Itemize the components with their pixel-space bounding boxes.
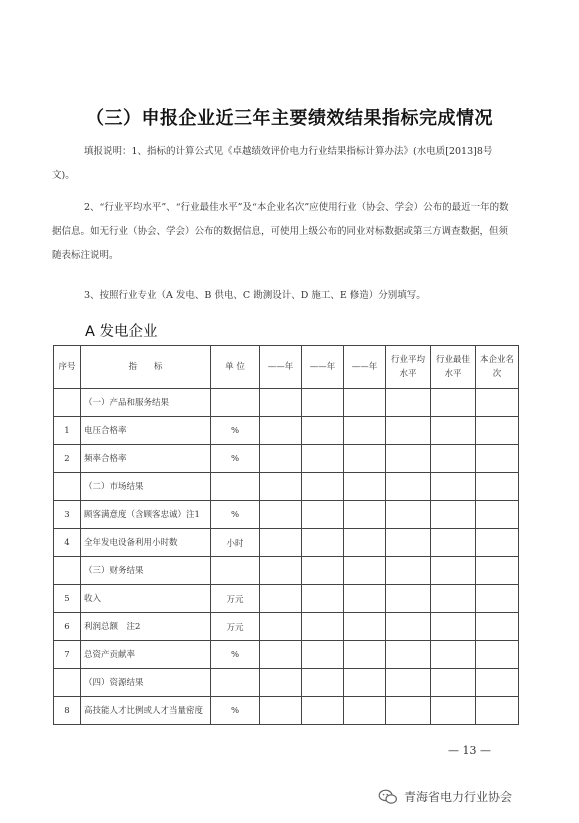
row-indicator: 电压合格率 — [81, 417, 211, 445]
row-unit — [211, 557, 260, 585]
cell-industry-best[interactable] — [431, 389, 476, 417]
table-row — [54, 585, 519, 613]
row-unit — [211, 473, 260, 501]
header-year-1: ——年 — [260, 346, 302, 389]
cell-year-3[interactable] — [344, 417, 386, 445]
section-heading: A 发电企业 — [85, 324, 158, 340]
table-row — [54, 473, 519, 501]
cell-industry-best[interactable] — [431, 669, 476, 697]
row-seq — [54, 473, 81, 501]
cell-company-rank[interactable] — [476, 445, 519, 473]
cell-year-1[interactable] — [260, 389, 302, 417]
cell-company-rank[interactable] — [476, 669, 519, 697]
header-seq: 序号 — [54, 346, 81, 389]
cell-year-1[interactable] — [260, 669, 302, 697]
performance-table — [53, 345, 519, 725]
table-row — [54, 641, 519, 669]
table-row — [54, 557, 519, 585]
cell-year-1[interactable] — [260, 585, 302, 613]
row-seq: 8 — [54, 697, 81, 725]
cell-year-2[interactable] — [302, 529, 344, 557]
cell-company-rank[interactable] — [476, 473, 519, 501]
table-row — [54, 417, 519, 445]
table-row — [54, 529, 519, 557]
cell-industry-best[interactable] — [431, 473, 476, 501]
row-unit: % — [211, 417, 260, 445]
table-header-row — [54, 346, 519, 389]
cell-year-3[interactable] — [344, 501, 386, 529]
row-unit: % — [211, 641, 260, 669]
cell-year-2[interactable] — [302, 585, 344, 613]
cell-company-rank[interactable] — [476, 501, 519, 529]
header-industry-best: 行业最佳水平 — [431, 346, 476, 389]
row-unit: 万元 — [211, 585, 260, 613]
cell-year-3[interactable] — [344, 445, 386, 473]
row-seq: 3 — [54, 501, 81, 529]
cell-year-3[interactable] — [344, 697, 386, 725]
row-indicator: 收入 — [81, 585, 211, 613]
header-company-rank: 本企业名次 — [476, 346, 519, 389]
cell-industry-best[interactable] — [431, 557, 476, 585]
cell-industry-average[interactable] — [386, 445, 431, 473]
table-row — [54, 669, 519, 697]
cell-industry-best[interactable] — [431, 585, 476, 613]
cell-company-rank[interactable] — [476, 417, 519, 445]
row-seq: 1 — [54, 417, 81, 445]
row-unit: % — [211, 697, 260, 725]
cell-industry-best[interactable] — [431, 445, 476, 473]
cell-year-1[interactable] — [260, 697, 302, 725]
cell-year-1[interactable] — [260, 529, 302, 557]
cell-year-3[interactable] — [344, 585, 386, 613]
cell-industry-best[interactable] — [431, 613, 476, 641]
row-unit — [211, 669, 260, 697]
cell-company-rank[interactable] — [476, 613, 519, 641]
cell-industry-best[interactable] — [431, 417, 476, 445]
cell-year-2[interactable] — [302, 669, 344, 697]
cell-industry-best[interactable] — [431, 641, 476, 669]
row-seq: 4 — [54, 529, 81, 557]
cell-industry-average[interactable] — [386, 641, 431, 669]
cell-year-1[interactable] — [260, 501, 302, 529]
row-indicator: 总资产贡献率 — [81, 641, 211, 669]
cell-industry-average[interactable] — [386, 557, 431, 585]
cell-company-rank[interactable] — [476, 697, 519, 725]
row-seq — [54, 557, 81, 585]
row-indicator: 全年发电设备利用小时数 — [81, 529, 211, 557]
row-unit: 万元 — [211, 613, 260, 641]
cell-year-2[interactable] — [302, 417, 344, 445]
cell-year-3[interactable] — [344, 613, 386, 641]
cell-year-2[interactable] — [302, 697, 344, 725]
cell-industry-average[interactable] — [386, 669, 431, 697]
cell-year-2[interactable] — [302, 641, 344, 669]
cell-year-3[interactable] — [344, 529, 386, 557]
cell-year-1[interactable] — [260, 557, 302, 585]
cell-company-rank[interactable] — [476, 641, 519, 669]
cell-year-1[interactable] — [260, 445, 302, 473]
row-indicator: （三）财务结果 — [81, 557, 211, 585]
table-row — [54, 389, 519, 417]
cell-year-3[interactable] — [344, 389, 386, 417]
cell-industry-best[interactable] — [431, 697, 476, 725]
cell-year-1[interactable] — [260, 613, 302, 641]
header-year-2: ——年 — [302, 346, 344, 389]
table-row — [54, 501, 519, 529]
row-indicator: 顾客满意度（含顾客忠诚）注1 — [81, 501, 211, 529]
header-unit: 单 位 — [211, 346, 260, 389]
row-unit: 小时 — [211, 529, 260, 557]
table-row — [54, 445, 519, 473]
table-row — [54, 697, 519, 725]
cell-year-3[interactable] — [344, 641, 386, 669]
cell-company-rank[interactable] — [476, 557, 519, 585]
cell-industry-average[interactable] — [386, 501, 431, 529]
row-unit: % — [211, 445, 260, 473]
cell-year-2[interactable] — [302, 557, 344, 585]
row-seq — [54, 389, 81, 417]
instruction-note-2: 2、“行业平均水平”、“行业最佳水平”及“本企业名次”应使用行业（协会、学会）公布的最近一年的数据信息。如无行业（协会、学会）公布的数据信息，可使用上级公布的同业对标数据或第三方调查数据，但须随表标注说明。 — [52, 202, 509, 261]
page-number: — 13 — — [448, 744, 491, 757]
row-indicator: （一）产品和服务结果 — [81, 389, 211, 417]
wechat-icon — [378, 789, 398, 805]
row-indicator: 频率合格率 — [81, 445, 211, 473]
row-indicator: 利润总额 注2 — [81, 613, 211, 641]
cell-company-rank[interactable] — [476, 529, 519, 557]
cell-industry-best[interactable] — [431, 529, 476, 557]
cell-year-2[interactable] — [302, 501, 344, 529]
watermark-text: 青海省电力行业协会 — [404, 790, 513, 804]
cell-industry-average[interactable] — [386, 389, 431, 417]
page-title: （三）申报企业近三年主要绩效结果指标完成情况 — [86, 108, 493, 129]
instruction-note-1: 填报说明：1、指标的计算公式见《卓越绩效评价电力行业结果指标计算办法》(水电质[2013]8号文)。 — [52, 146, 493, 181]
cell-year-3[interactable] — [344, 669, 386, 697]
cell-industry-average[interactable] — [386, 417, 431, 445]
row-seq: 5 — [54, 585, 81, 613]
cell-year-1[interactable] — [260, 641, 302, 669]
cell-industry-average[interactable] — [386, 613, 431, 641]
cell-year-2[interactable] — [302, 613, 344, 641]
row-indicator: （四）资源结果 — [81, 669, 211, 697]
watermark — [378, 788, 512, 805]
cell-company-rank[interactable] — [476, 585, 519, 613]
header-year-3: ——年 — [344, 346, 386, 389]
table-row — [54, 613, 519, 641]
row-unit: % — [211, 501, 260, 529]
cell-industry-best[interactable] — [431, 501, 476, 529]
row-seq: 7 — [54, 641, 81, 669]
row-seq: 2 — [54, 445, 81, 473]
row-seq: 6 — [54, 613, 81, 641]
cell-year-2[interactable] — [302, 389, 344, 417]
cell-year-1[interactable] — [260, 417, 302, 445]
header-indicator: 指 标 — [81, 346, 211, 389]
cell-year-2[interactable] — [302, 473, 344, 501]
cell-year-1[interactable] — [260, 473, 302, 501]
cell-industry-average[interactable] — [386, 473, 431, 501]
cell-industry-average[interactable] — [386, 585, 431, 613]
cell-industry-average[interactable] — [386, 529, 431, 557]
cell-year-3[interactable] — [344, 473, 386, 501]
instruction-note-3: 3、按照行业专业（A 发电、B 供电、C 勘测设计、D 施工、E 修造）分别填写。 — [84, 290, 426, 301]
row-indicator: 高技能人才比例或人才当量密度 — [81, 697, 211, 725]
cell-year-3[interactable] — [344, 557, 386, 585]
row-seq — [54, 669, 81, 697]
header-industry-average: 行业平均水平 — [386, 346, 431, 389]
cell-industry-average[interactable] — [386, 697, 431, 725]
cell-company-rank[interactable] — [476, 389, 519, 417]
row-unit — [211, 389, 260, 417]
cell-year-2[interactable] — [302, 445, 344, 473]
row-indicator: （二）市场结果 — [81, 473, 211, 501]
